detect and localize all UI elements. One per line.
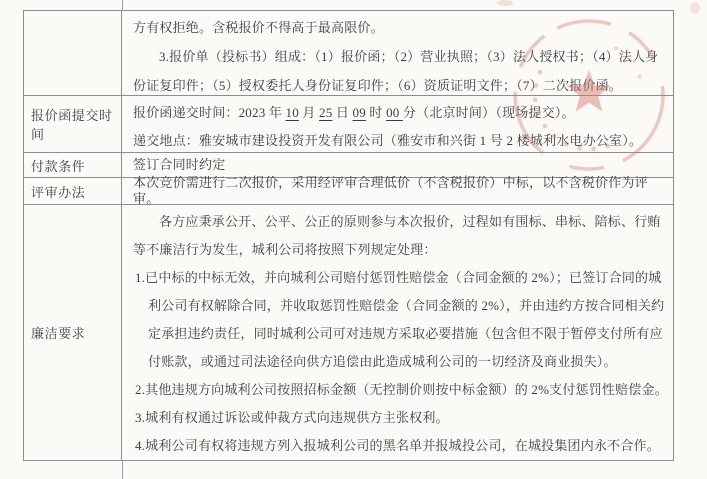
- month-value: 10: [285, 105, 299, 120]
- red-ink-smudge: [690, 2, 700, 14]
- time-prefix: 报价函递交时间：2023 年: [133, 105, 286, 120]
- table-row-payment-terms: [24, 152, 673, 177]
- submission-time-line: [133, 99, 668, 127]
- column-divider-extension-top: [122, 0, 123, 10]
- list-item: 3.城利有权通过诉讼或仲裁方式向违规供方主张权利。: [135, 410, 449, 425]
- day-unit: 日: [332, 105, 353, 120]
- red-ink-smudge: [497, 0, 513, 6]
- row-content: [122, 175, 673, 206]
- row-label: 廉洁要求: [24, 205, 122, 460]
- minute-value: 00: [386, 105, 403, 120]
- row-content: [122, 153, 673, 177]
- paragraph: 签订合同时约定: [133, 157, 226, 172]
- paragraph: 各方应秉承公开、公平、公正的原则参与本次报价，过程如有围标、串标、陪标、行贿等不廉洁行为发生，城利公司将按照下列规定处理：: [133, 214, 661, 257]
- bidding-info-table: [23, 10, 674, 461]
- column-divider-extension-bottom: [122, 461, 123, 479]
- table-row-quotation-composition: [24, 11, 673, 95]
- row-content: [122, 205, 673, 460]
- month-unit: 月: [298, 105, 320, 120]
- table-row-review-method: [24, 177, 673, 204]
- row-label: [24, 11, 122, 95]
- paragraph: 方有权拒绝。含税报价不得高于最高限价。: [133, 20, 384, 35]
- time-suffix: 分（北京时间）（现场提交）。: [402, 105, 575, 120]
- list-item: 1.已中标的中标无效，并向城利公司赔付惩罚性赔偿金（合同金额的 2%）；已签订合同的城利公司有权解除合同，并收取惩罚性赔偿金（合同金额的 2%），并由违约方按合同相关约定承担违约责任，同时城利公司可对违规方采取必要措施（包含但不限于暂停支付所有应付账款，或通过司法途径向供方追偿由此造成城利公司的一切经济及商业损失）。: [135, 270, 665, 369]
- day-value: 25: [319, 105, 333, 120]
- row-label: 付款条件: [24, 153, 122, 177]
- list-item: 2.其他违规方向城利公司按照招标金额（无控制价则按中标金额）的 2%支付惩罚性赔偿金。: [135, 382, 668, 397]
- row-label: 报价函提交时间: [24, 96, 122, 152]
- list-item: 4.城利公司有权将违规方列入报城利公司的黑名单并报城投公司，在城投集团内永不合作。: [135, 438, 660, 453]
- paragraph: 3.报价单（投标书）组成：（1）报价函；（2）营业执照；（3）法人授权书；（4）法人身份证复印件；（5）授权委托人身份证复印件；（6）资质证明文件；（7）二次报价函。: [133, 49, 659, 93]
- paragraph: 本次竞价需进行二次报价，采用经评审合理低价（不含税报价）中标，以不含税价作为评审。: [133, 175, 648, 206]
- hour-value: 09: [352, 105, 366, 120]
- row-content: [122, 11, 673, 95]
- row-label: 评审办法: [24, 178, 122, 204]
- hour-unit: 时: [365, 105, 387, 120]
- submission-place-line: 递交地点：雅安城市建设投资开发有限公司（雅安市和兴街 1 号 2 楼城利水电办公室）。: [133, 133, 643, 148]
- table-row-integrity-requirements: [24, 204, 673, 460]
- table-row-submission-time: [24, 95, 673, 152]
- row-content: [122, 96, 673, 152]
